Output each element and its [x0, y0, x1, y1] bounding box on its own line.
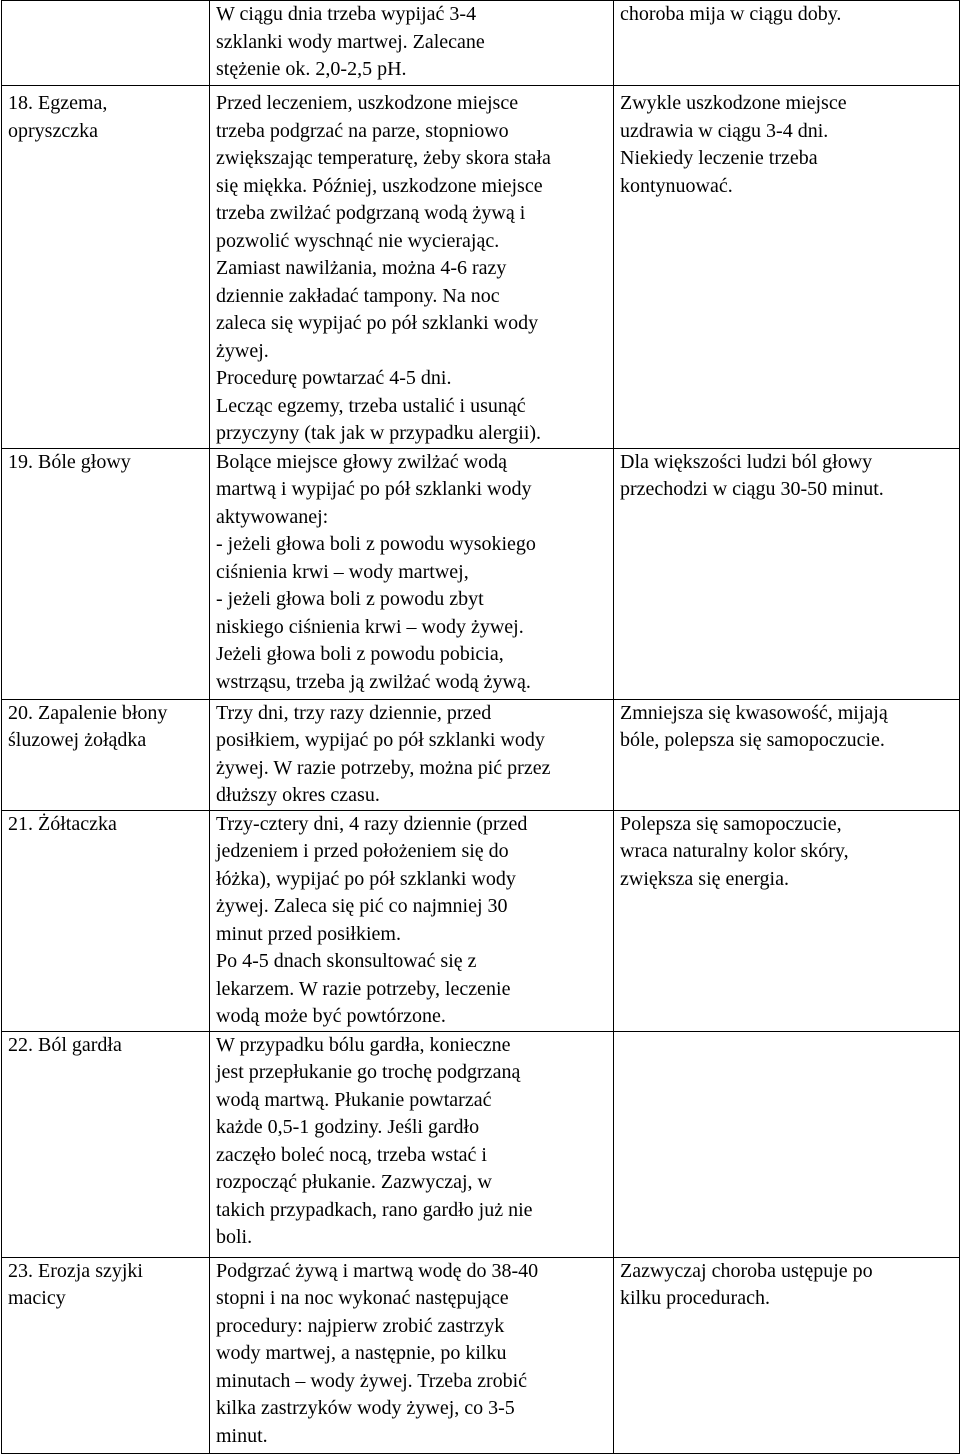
table-row: [2, 448, 960, 699]
text-line: dłuższy okres czasu.: [216, 784, 380, 806]
result-cell: [614, 86, 960, 449]
text-line: przyczyny (tak jak w przypadku alergii).: [216, 422, 542, 444]
result-cell: [614, 699, 960, 810]
text-line: martwą i wypijać po pół szklanki wody: [216, 478, 532, 500]
text-line: uzdrawia w ciągu 3-4 dni.: [620, 119, 829, 142]
table-body: [2, 1, 960, 1454]
text-line: takich przypadkach, rano gardło już nie: [216, 1198, 533, 1221]
text-line: przechodzi w ciągu 30-50 minut.: [620, 478, 884, 500]
table-row: [2, 86, 960, 449]
text-line: Zwykle uszkodzone miejsce: [620, 92, 847, 114]
text-line: Przed leczeniem, uszkodzone miejsce: [216, 92, 519, 114]
text-line: minutach – wody żywej. Trzeba zrobić: [216, 1369, 528, 1392]
text-line: Jeżeli głowa boli z powodu pobicia,: [216, 643, 504, 665]
text-line: wodą martwą. Płukanie powtarzać: [216, 1088, 492, 1111]
text-line: Zazwyczaj choroba ustępuje po: [620, 1259, 873, 1282]
text-line: wstrząsu, trzeba ją zwilżać wodą żywą.: [216, 670, 531, 693]
text-line: Niekiedy leczenie trzeba: [620, 147, 818, 169]
text-line: 18. Egzema,: [8, 92, 108, 114]
text-line: bóle, polepsza się samopoczucie.: [620, 729, 885, 751]
text-line: ciśnienia krwi – wody martwej,: [216, 560, 469, 583]
text-line: zwiększa się energia.: [620, 867, 789, 890]
text-line: procedury: najpierw zrobić zastrzyk: [216, 1314, 505, 1337]
text-line: rozpocząć płukanie. Zazwyczaj, w: [216, 1171, 492, 1193]
text-line: łóżka), wypijać po pół szklanki wody: [216, 867, 516, 890]
text-line: Dla większości ludzi ból głowy: [620, 450, 873, 473]
text-line: Podgrzać żywą i martwą wodę do 38-40: [216, 1259, 539, 1282]
condition-cell: [2, 1, 210, 86]
text-line: wodą może być powtórzone.: [216, 1005, 446, 1027]
text-line: choroba mija w ciągu doby.: [620, 3, 842, 25]
text-line: lekarzem. W razie potrzeby, leczenie: [216, 977, 511, 1000]
text-line: Po 4-5 dnach skonsultować się z: [216, 950, 477, 972]
text-line: Zmniejsza się kwasowość, mijają: [620, 701, 888, 724]
text-line: każde 0,5-1 godziny. Jeśli gardło: [216, 1116, 480, 1138]
text-line: opryszczka: [8, 119, 98, 142]
text-line: niskiego ciśnienia krwi – wody żywej.: [216, 615, 524, 638]
text-line: kilka zastrzyków wody żywej, co 3-5: [216, 1397, 515, 1419]
text-line: zaczęło boleć nocą, trzeba wstać i: [216, 1143, 487, 1166]
text-line: W przypadku bólu gardła, konieczne: [216, 1033, 511, 1056]
result-cell: [614, 1257, 960, 1453]
text-line: Zamiast nawilżania, można 4-6 razy: [216, 257, 507, 279]
text-line: 20. Zapalenie błony: [8, 701, 168, 724]
text-line: stężenie ok. 2,0-2,5 pH.: [216, 58, 407, 80]
text-line: boli.: [216, 1226, 253, 1248]
text-line: pozwolić wyschnąć nie wycierając.: [216, 229, 500, 252]
text-line: trzeba podgrzać na parze, stopniowo: [216, 119, 509, 142]
text-line: 23. Erozja szyjki: [8, 1259, 143, 1282]
treatment-cell: [210, 448, 614, 699]
text-line: zwiększając temperaturę, żeby skora stała: [216, 147, 551, 169]
text-line: trzeba zwilżać podgrzaną wodą żywą i: [216, 202, 526, 224]
condition-cell: [2, 448, 210, 699]
treatment-cell: [210, 1, 614, 86]
text-line: kontynuować.: [620, 174, 733, 197]
text-line: minut przed posiłkiem.: [216, 922, 401, 945]
condition-cell: [2, 86, 210, 449]
text-line: 19. Bóle głowy: [8, 450, 131, 473]
treatment-cell: [210, 1031, 614, 1257]
text-line: się miękka. Później, uszkodzone miejsce: [216, 174, 543, 197]
text-line: śluzowej żołądka: [8, 729, 147, 751]
text-line: szklanki wody martwej. Zalecane: [216, 30, 485, 53]
condition-cell: [2, 810, 210, 1031]
treatment-cell: [210, 699, 614, 810]
text-line: macicy: [8, 1287, 66, 1309]
table-row: [2, 1, 960, 86]
text-line: wody martwej, a następnie, po kilku: [216, 1342, 507, 1364]
condition-cell: [2, 1031, 210, 1257]
text-line: 21. Żółtaczka: [8, 812, 117, 835]
result-cell: [614, 810, 960, 1031]
text-line: 22. Ból gardła: [8, 1033, 122, 1056]
treatment-cell: [210, 86, 614, 449]
text-line: Procedurę powtarzać 4-5 dni.: [216, 367, 452, 389]
text-line: dziennie zakładać tampony. Na noc: [216, 284, 500, 307]
text-line: jest przepłukanie go trochę podgrzaną: [216, 1061, 521, 1083]
text-line: - jeżeli głowa boli z powodu wysokiego: [216, 533, 536, 555]
text-line: Trzy-cztery dni, 4 razy dziennie (przed: [216, 812, 528, 835]
text-line: posiłkiem, wypijać po pół szklanki wody: [216, 729, 545, 751]
text-line: aktywowanej:: [216, 505, 329, 528]
treatment-cell: [210, 810, 614, 1031]
text-line: żywej.: [216, 339, 269, 362]
table-row: [2, 699, 960, 810]
text-line: W ciągu dnia trzeba wypijać 3-4: [216, 3, 477, 25]
text-line: Trzy dni, trzy razy dziennie, przed: [216, 701, 492, 724]
text-line: - jeżeli głowa boli z powodu zbyt: [216, 588, 484, 610]
condition-cell: [2, 699, 210, 810]
table-row: [2, 1031, 960, 1257]
treatment-cell: [210, 1257, 614, 1453]
treatment-table: [1, 0, 960, 1454]
table-row: [2, 1257, 960, 1453]
text-line: Bolące miejsce głowy zwilżać wodą: [216, 450, 507, 473]
text-line: stopni i na noc wykonać następujące: [216, 1287, 509, 1309]
result-cell: [614, 1, 960, 86]
text-line: Lecząc egzemy, trzeba ustalić i usunąć: [216, 394, 526, 417]
text-line: Polepsza się samopoczucie,: [620, 812, 842, 835]
result-cell: [614, 448, 960, 699]
text-line: wraca naturalny kolor skóry,: [620, 840, 849, 862]
text-line: żywej. Zaleca się pić co najmniej 30: [216, 895, 508, 917]
text-line: minut.: [216, 1424, 268, 1447]
text-line: jedzeniem i przed położeniem się do: [216, 840, 509, 862]
text-line: żywej. W razie potrzeby, można pić przez: [216, 756, 551, 779]
text-line: kilku procedurach.: [620, 1287, 770, 1309]
text-line: zaleca się wypijać po pół szklanki wody: [216, 312, 539, 334]
condition-cell: [2, 1257, 210, 1453]
result-cell: [614, 1031, 960, 1257]
table-row: [2, 810, 960, 1031]
